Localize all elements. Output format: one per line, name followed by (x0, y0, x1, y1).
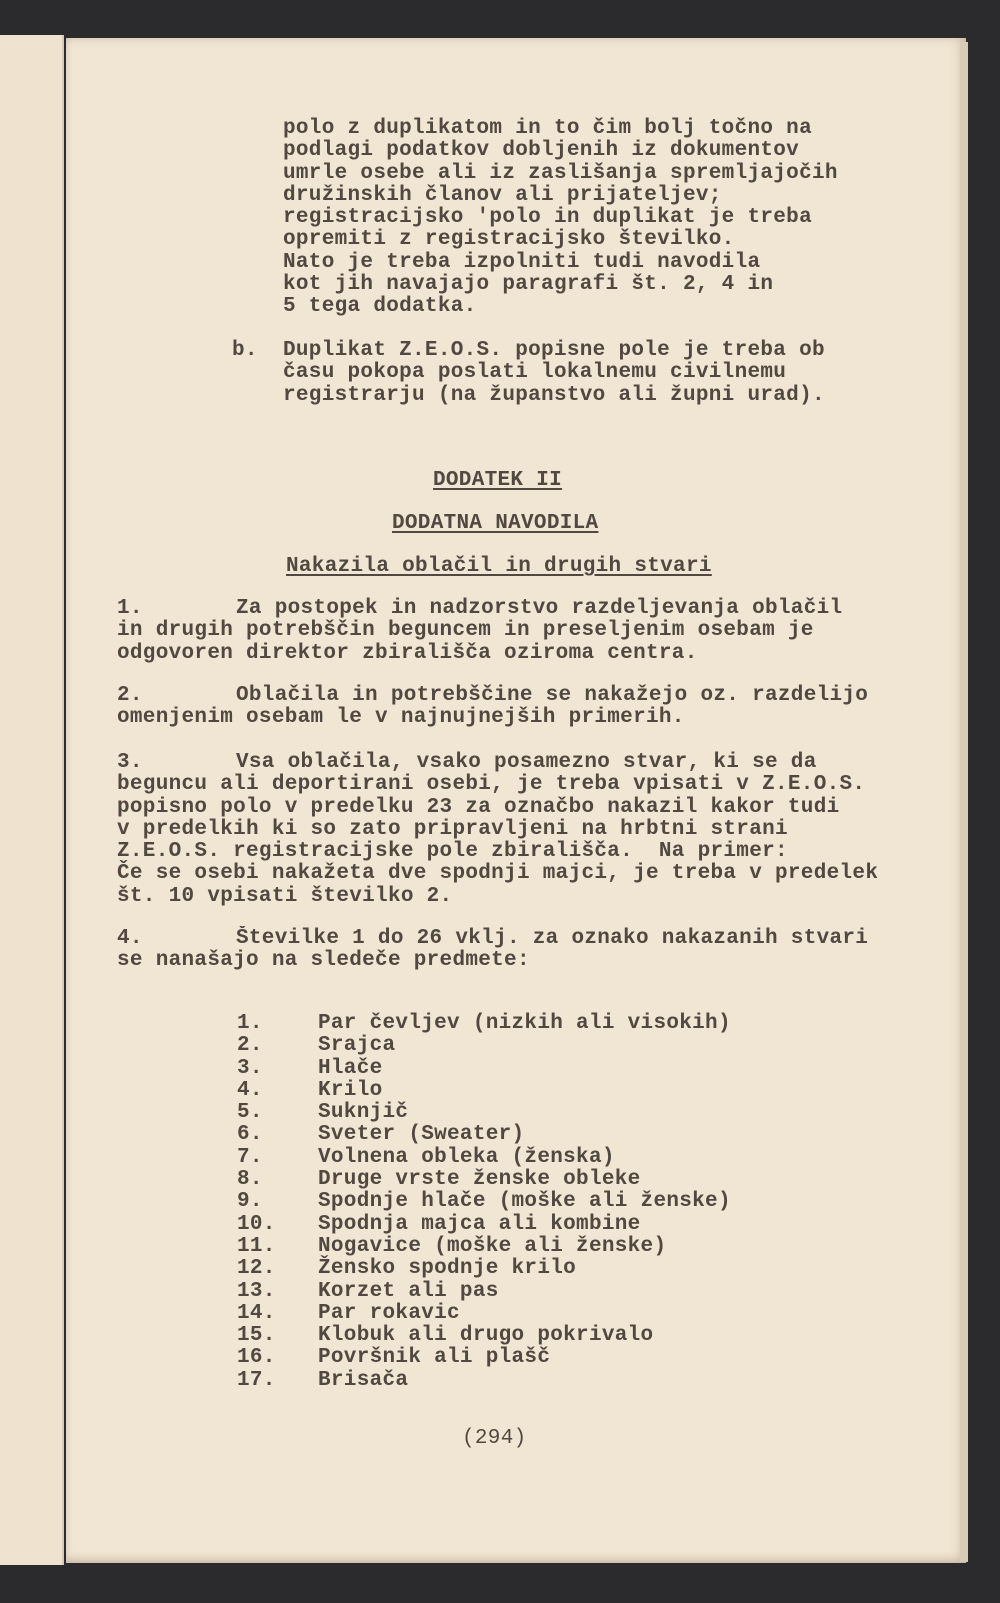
paragraph-first-line: Oblačila in potrebščine se nakažejo oz. razdelijo (236, 684, 869, 707)
paragraph-number: 1. (117, 597, 143, 620)
item-text: Par čevljev (nizkih ali visokih) (318, 1012, 731, 1035)
text-line: času pokopa poslati lokalnemu civilnemu (283, 361, 787, 385)
item-text: Korzet ali pas (318, 1279, 499, 1303)
paragraph-body (117, 774, 878, 908)
page-number: (294) (462, 1427, 527, 1450)
paragraph-number: 3. (117, 751, 143, 774)
item-text: Volnena obleka (ženska) (318, 1145, 615, 1169)
item-number: 7. (237, 1145, 263, 1169)
text-line: Nato je treba izpolniti tudi navodila (283, 250, 761, 274)
paragraph-body (117, 950, 530, 972)
item-number: 16. (237, 1346, 276, 1370)
text-line: kot jih navajajo paragrafi št. 2, 4 in (283, 273, 774, 297)
appendix-subtitle: DODATNA NAVODILA (392, 512, 599, 535)
text-line: registrarju (na županstvo ali župni urad). (283, 383, 825, 407)
paragraph-number: 2. (117, 684, 143, 707)
item-number: 11. (237, 1234, 276, 1258)
item-number: 17. (237, 1368, 276, 1392)
text-line: Če se osebi nakažeta dve spodnji majci, je treba v predelek (117, 862, 879, 886)
paragraph-number: 4. (117, 927, 143, 950)
item-text: Klobuk ali drugo pokrivalo (318, 1324, 654, 1348)
appendix-title: DODATEK II (433, 469, 563, 492)
intro-block (283, 118, 838, 319)
item-text: Spodnje hlače (moške ali ženske) (318, 1190, 731, 1214)
item-number: 1. (237, 1012, 263, 1035)
text-line: omenjenim osebam le v najnujnejših primerih. (117, 706, 685, 730)
paragraph-body (117, 707, 685, 729)
text-line: umrle osebe ali iz zaslišanja spremljajočih (283, 161, 838, 185)
text-line: v predelkih ki so zato pripravljeni na hrbtni strani (117, 817, 788, 841)
item-text: Sveter (Sweater) (318, 1123, 525, 1147)
text-line: št. 10 vpisati številko 2. (117, 884, 453, 908)
text-line: 5 tega dodatka. (283, 295, 477, 319)
item-number: 5. (237, 1101, 263, 1125)
text-line: beguncu ali deportirani osebi, je treba vpisati v Z.E.O.S. (117, 773, 866, 797)
text-line: opremiti z registracijsko številko. (283, 228, 735, 252)
section-title: Nakazila oblačil in drugih stvari (286, 555, 712, 578)
text-line: in drugih potrebščin beguncem in preseljenim osebam je (117, 619, 814, 643)
item-number: 12. (237, 1257, 276, 1281)
item-number: 3. (237, 1056, 263, 1080)
paragraph-first-line: Številke 1 do 26 vklj. za oznako nakazanih stvari (236, 927, 869, 950)
item-number: 15. (237, 1324, 276, 1348)
item-b-label: b. (232, 339, 258, 362)
item-text: Krilo (318, 1078, 383, 1102)
item-b-text (283, 340, 825, 407)
text-line: odgovoren direktor zbirališča oziroma centra. (117, 641, 698, 665)
text-line: se nanašajo na sledeče predmete: (117, 949, 530, 973)
item-number: 14. (237, 1301, 276, 1325)
item-text: Suknjič (318, 1101, 409, 1125)
text-line: Duplikat Z.E.O.S. popisne pole je treba ob (283, 339, 825, 362)
text-line: polo z duplikatom in to čim bolj točno na (283, 117, 812, 140)
text-line: Z.E.O.S. registracijske pole zbirališča. Na primer: (117, 840, 788, 864)
text-line: družinskih članov ali prijateljev; (283, 183, 722, 207)
item-number: 6. (237, 1123, 263, 1147)
paragraph-body (117, 620, 814, 665)
paragraph-first-line: Za postopek in nadzorstvo razdeljevanja oblačil (236, 597, 843, 620)
item-number: 2. (237, 1034, 263, 1058)
item-text: Žensko spodnje krilo (318, 1257, 577, 1281)
facing-page-edge (0, 35, 64, 1565)
item-number: 9. (237, 1190, 263, 1214)
item-text: Druge vrste ženske obleke (318, 1168, 641, 1192)
item-text: Par rokavic (318, 1301, 460, 1325)
paragraph-first-line: Vsa oblačila, vsako posamezno stvar, ki se da (236, 751, 817, 774)
item-number: 10. (237, 1212, 276, 1236)
item-text: Površnik ali plašč (318, 1346, 551, 1370)
page-edge (960, 42, 968, 1562)
item-text: Brisača (318, 1368, 409, 1392)
item-number: 4. (237, 1078, 263, 1102)
text-line: registracijsko 'polo in duplikat je treba (283, 206, 812, 230)
item-number: 8. (237, 1168, 263, 1192)
item-number: 13. (237, 1279, 276, 1303)
item-text: Nogavice (moške ali ženske) (318, 1234, 667, 1258)
item-text: Hlače (318, 1056, 383, 1080)
text-line: popisno polo v predelku 23 za označbo nakazil kakor tudi (117, 795, 840, 819)
item-text: Spodnja majca ali kombine (318, 1212, 641, 1236)
text-line: podlagi podatkov dobljenih iz dokumentov (283, 139, 800, 163)
item-text: Srajca (318, 1034, 396, 1058)
